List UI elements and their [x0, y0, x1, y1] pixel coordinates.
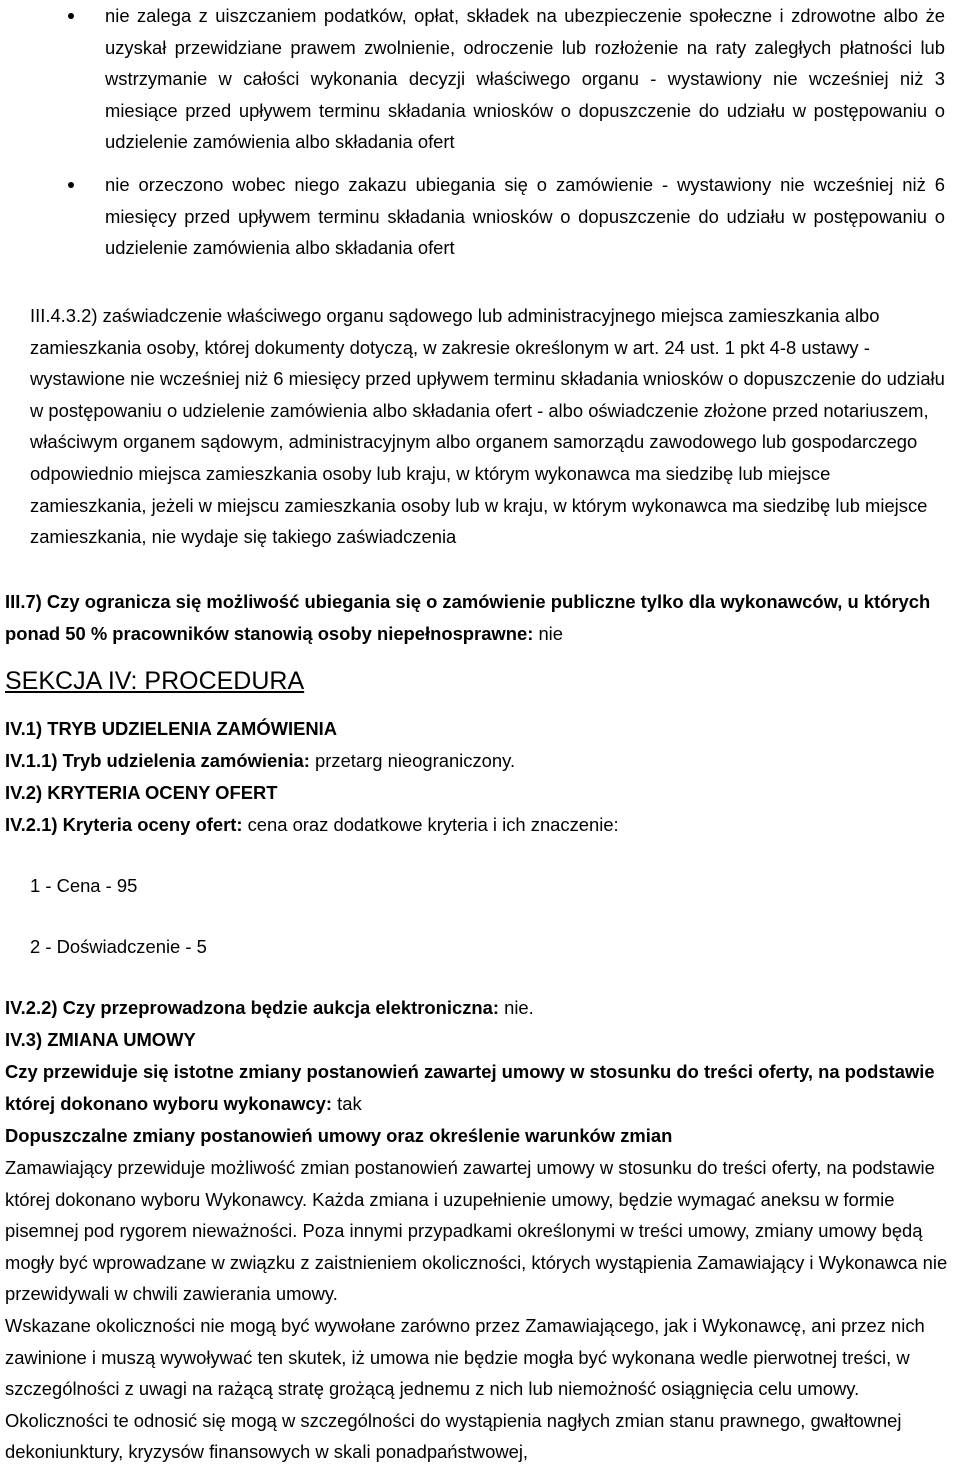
heading-iv-3-changes: [5, 1120, 955, 1152]
row-iv-2-2: [5, 992, 955, 1024]
field-value: nie.: [498, 997, 534, 1018]
field-value: cena oraz dodatkowe kryteria i ich znaczenie:: [242, 814, 619, 835]
answer-value: nie: [533, 622, 563, 644]
field-value: przetarg nieograniczony.: [309, 750, 516, 771]
field-label: IV.2.2) Czy przeprowadzona będzie aukcja elektroniczna:: [5, 997, 499, 1018]
heading-text: IV.1) TRYB UDZIELENIA ZAMÓWIENIA: [5, 718, 338, 739]
heading-text: IV.2) KRYTERIA OCENY OFERT: [5, 782, 278, 803]
paragraph-iv-3-text: Zamawiający przewiduje możliwość zmian postanowień zawartej umowy w stosunku do treści oferty, na podstawie której dokonano wyboru Wykonawcy. Każda zmiana i uzupełnienie umowy, będzie wymagać aneksu w formie pisemnej pod rygorem nieważności. Poza innymi przypadkami określonymi w treści umowy, zmiany umowy będą mogły być wprowadzane w związku z zaistnieniem okoliczności, których wystąpienia Zamawiający i Wykonawca nie przewidywali w chwili zawierania umowy.: [5, 1157, 948, 1305]
field-value: tak: [332, 1092, 362, 1114]
heading-iv-2: [5, 777, 955, 809]
question-label: III.7) Czy ogranicza się możliwość ubiegania się o zamówienie publiczne tylko dla wykonawców, u których ponad 50 % pracowników stanowią osoby niepełnosprawne:: [5, 591, 931, 644]
bullet-icon: [68, 13, 74, 19]
heading-iv-3: [5, 1024, 955, 1056]
row-iv-2-1: [5, 809, 955, 841]
criterion-item: 1 - Cena - 95: [30, 875, 138, 896]
heading-iv-1: [5, 713, 955, 745]
heading-text: Dopuszczalne zmiany postanowień umowy oraz określenie warunków zmian: [5, 1125, 673, 1146]
bullet-list: [68, 0, 945, 264]
field-label: IV.1.1) Tryb udzielenia zamówienia:: [5, 750, 310, 771]
criterion-item: 2 - Doświadczenie - 5: [30, 936, 207, 957]
bullet-text: nie orzeczono wobec niego zakazu ubiegania się o zamówienie - wystawiony nie wcześniej niż 6 miesięcy przed upływem terminu składania wniosków o dopuszczenie do udziału w postępowaniu o udzielenie zamówienia albo składania ofert: [105, 173, 945, 259]
field-label: IV.2.1) Kryteria oceny ofert:: [5, 814, 243, 835]
row-iv-1-1: [5, 745, 955, 777]
paragraph-iii-7: [5, 586, 955, 649]
heading-text: IV.3) ZMIANA UMOWY: [5, 1029, 196, 1050]
list-item: [68, 0, 945, 158]
row-iv-3-question: [5, 1056, 955, 1119]
section-title: SEKCJA IV: PROCEDURA: [5, 667, 305, 695]
bullet-icon: [68, 182, 74, 188]
paragraph-iii-4-3-2: III.4.3.2) zaświadczenie właściwego organu sądowego lub administracyjnego miejsca zamieszkania albo zamieszkania osoby, której dokumenty dotyczą, w zakresie określonym w art. 24 ust. 1 pkt 4-8 ustawy - wystawione nie wcześniej niż 6 miesięcy przed upływem terminu składania wniosków o dopuszczenie do udziału w postępowaniu o udzielenie zamówienia albo składania ofert - albo oświadczenie złożone przed notariuszem, właściwym organem sądowym, administracyjnym albo organem samorządu zawodowego lub gospodarczego odpowiednio miejsca zamieszkania osoby lub kraju, w którym wykonawca ma siedzibę lub miejsce zamieszkania, jeżeli w miejscu zamieszkania osoby lub w kraju, w którym wykonawca ma siedzibę lub miejsce zamieszkania, nie wydaje się takiego zaświadczenia: [30, 305, 945, 548]
bullet-text: nie zalega z uiszczaniem podatków, opłat, składek na ubezpieczenie społeczne i zdrowotne albo że uzyskał przewidziane prawem zwolnienie, odroczenie lub rozłożenie na raty zaległych płatności lub wstrzymanie w całości wykonania decyzji właściwego organu - wystawiony nie wcześniej niż 3 miesiące przed upływem terminu składania wniosków o dopuszczenie do udziału w postępowaniu o udzielenie zamówienia albo składania ofert: [105, 5, 945, 153]
list-item: [68, 169, 945, 264]
paragraph-iv-3-text: Wskazane okoliczności nie mogą być wywołane zarówno przez Zamawiającego, jak i Wykonawcę, ani przez nich zawinione i muszą wywoływać ten skutek, iż umowa nie będzie mogła być wykonana wedle pierwotnej treści, w szczególności z uwagi na rażącą stratę grożącą jednemu z nich lub niemożność osiągnięcia celu umowy. Okoliczności te odnosić się mogą w szczególności do wystąpienia nagłych zmian stanu prawnego, gwałtownej dekoniunktury, kryzysów finansowych w skali ponadpaństwowej,: [5, 1315, 925, 1463]
field-label: Czy przewiduje się istotne zmiany postanowień zawartej umowy w stosunku do treści oferty, na podstawie której dokonano wyboru wykonawcy:: [5, 1061, 935, 1114]
